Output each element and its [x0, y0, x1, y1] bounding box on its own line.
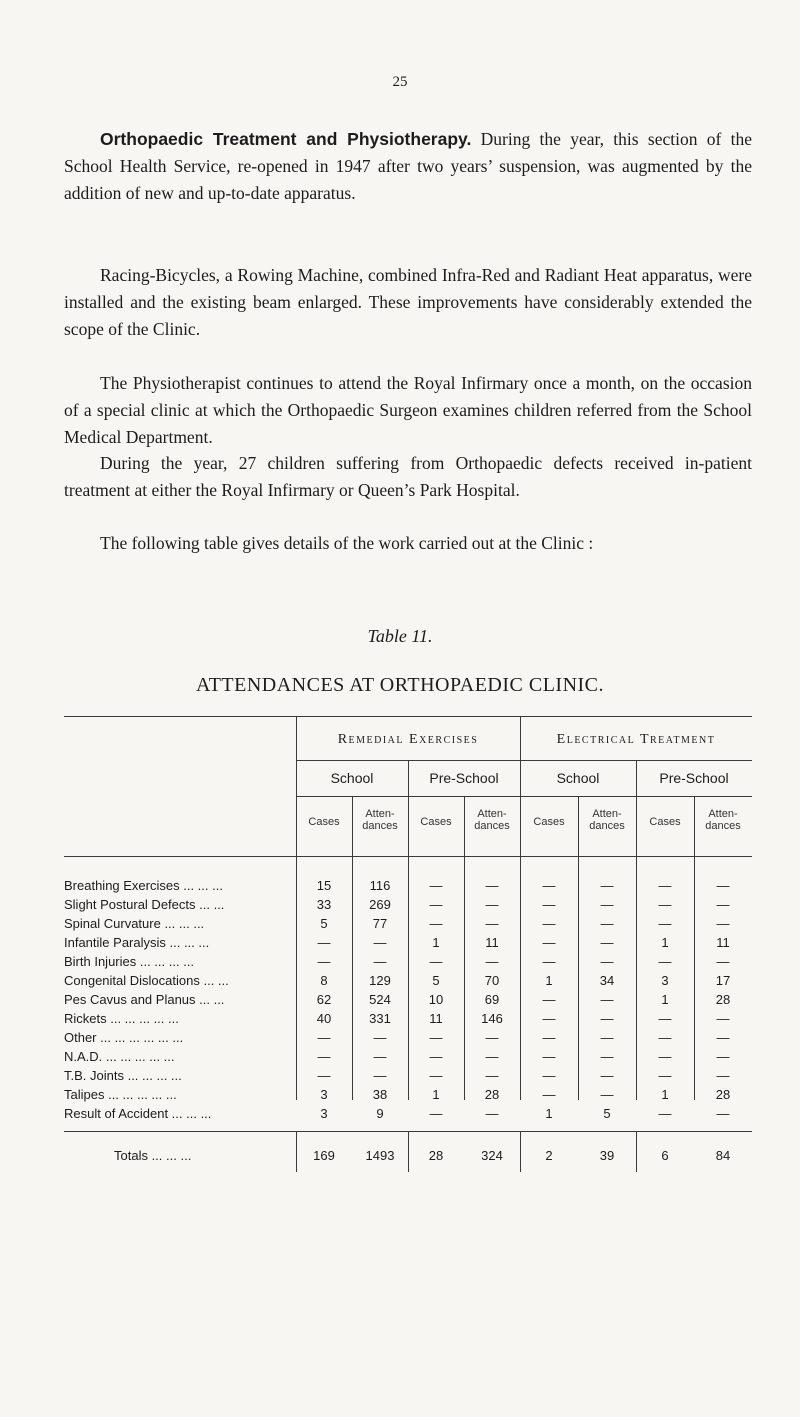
cell-value: —: [600, 1068, 614, 1083]
cell-value: —: [542, 954, 556, 969]
cell-value: 77: [372, 916, 388, 931]
row-label: Other ... ... ... ... ... ...: [64, 1030, 184, 1045]
cell-value: —: [658, 1106, 672, 1121]
subgroup-rule: [296, 796, 752, 797]
cell-value: —: [658, 1049, 672, 1064]
cell-value: —: [716, 1106, 730, 1121]
cell-value: —: [600, 916, 614, 931]
cell-value: —: [373, 954, 387, 969]
cell-value: —: [317, 1068, 331, 1083]
cell-value: 17: [715, 973, 731, 988]
cell-value: —: [600, 954, 614, 969]
cell-value: 11: [429, 1011, 443, 1026]
row-label: N.A.D. ... ... ... ... ...: [64, 1049, 175, 1064]
cell-value: 8: [320, 973, 328, 988]
cell-value: —: [542, 1030, 556, 1045]
cell-value: 3: [320, 1106, 328, 1121]
cell-value: 1: [432, 1087, 440, 1102]
col-cases: Cases: [533, 816, 565, 828]
paragraph-physiotherapist: [64, 370, 752, 451]
cell-value: 129: [369, 973, 391, 988]
cell-value: —: [429, 916, 443, 931]
total-value: 324: [481, 1148, 503, 1163]
cell-value: —: [716, 897, 730, 912]
total-value: 39: [599, 1148, 615, 1163]
cell-value: —: [658, 1030, 672, 1045]
group-remedial-exercises: Remedial Exercises: [337, 732, 479, 747]
table-caption: ATTENDANCES AT ORTHOPAEDIC CLINIC.: [195, 674, 605, 696]
cell-value: 34: [599, 973, 615, 988]
cell-value: 28: [715, 1087, 731, 1102]
total-value: 6: [661, 1148, 669, 1163]
cell-value: 5: [320, 916, 328, 931]
row-label: Rickets ... ... ... ... ...: [64, 1011, 179, 1026]
total-value: 2: [545, 1148, 553, 1163]
cell-value: —: [373, 935, 387, 950]
cell-value: —: [429, 1106, 443, 1121]
table-row: [64, 1030, 752, 1049]
cell-value: —: [485, 897, 499, 912]
cell-value: —: [485, 1030, 499, 1045]
row-label: Result of Accident ... ... ...: [64, 1106, 212, 1121]
cell-value: 40: [316, 1011, 332, 1026]
cell-value: —: [716, 1068, 730, 1083]
cell-value: —: [716, 1049, 730, 1064]
cell-value: —: [317, 1030, 331, 1045]
cell-value: —: [542, 1011, 556, 1026]
cell-value: 9: [376, 1106, 384, 1121]
row-label: Breathing Exercises ... ... ...: [64, 878, 223, 893]
sub-preschool-electrical: Pre-School: [659, 770, 729, 786]
cell-value: —: [542, 1068, 556, 1083]
table-title: Table 11.: [367, 626, 433, 646]
cell-value: —: [485, 954, 499, 969]
cell-value: —: [542, 935, 556, 950]
table-row: [64, 935, 752, 954]
cell-value: —: [542, 916, 556, 931]
table-row: [64, 878, 752, 897]
paragraph-text: The Physiotherapist continues to attend the Royal Infirmary once a month, on the occasion of a special clinic at which the Orthopaedic Surgeon examines children referred from the School Medical Department.: [64, 373, 752, 447]
col-cases: Cases: [649, 816, 681, 828]
cell-value: 38: [372, 1087, 388, 1102]
cell-value: —: [600, 897, 614, 912]
cell-value: —: [600, 1087, 614, 1102]
cell-value: 11: [716, 935, 730, 950]
table-row: [64, 897, 752, 916]
table-divider: [408, 1132, 409, 1172]
cell-value: 5: [603, 1106, 611, 1121]
cell-value: —: [542, 1087, 556, 1102]
row-label: Spinal Curvature ... ... ...: [64, 916, 205, 931]
col-cases: Cases: [420, 816, 452, 828]
paragraph-orthopaedic-treatment: [64, 126, 752, 207]
paragraph-text: Racing-Bicycles, a Rowing Machine, combined Infra-Red and Radiant Heat apparatus, were installed and the existing beam enlarged. These improvements have considerably extended the scope of the Clinic.: [64, 265, 752, 339]
cell-value: —: [600, 1011, 614, 1026]
cell-value: 15: [316, 878, 332, 893]
col-attendances: Atten- dances: [589, 808, 625, 832]
cell-value: —: [373, 1049, 387, 1064]
cell-value: —: [373, 1030, 387, 1045]
total-value: 1493: [365, 1148, 395, 1163]
totals-label: Totals ... ... ...: [114, 1148, 192, 1163]
cell-value: —: [429, 1068, 443, 1083]
table-row: [64, 973, 752, 992]
cell-value: 331: [369, 1011, 391, 1026]
cell-value: —: [658, 1011, 672, 1026]
cell-value: 1: [661, 992, 669, 1007]
cell-value: 5: [432, 973, 440, 988]
cell-value: —: [542, 1049, 556, 1064]
sub-school-remedial: School: [330, 770, 374, 786]
sub-preschool-remedial: Pre-School: [429, 770, 499, 786]
col-attendances: Atten- dances: [362, 808, 398, 832]
group-rule: [296, 760, 752, 761]
cell-value: —: [658, 878, 672, 893]
cell-value: —: [600, 878, 614, 893]
cell-value: —: [373, 1068, 387, 1083]
cell-value: 70: [484, 973, 500, 988]
cell-value: —: [429, 1049, 443, 1064]
cell-value: —: [317, 1049, 331, 1064]
cell-value: 1: [661, 1087, 669, 1102]
cell-value: —: [716, 916, 730, 931]
table-row: [64, 1049, 752, 1068]
cell-value: —: [485, 1049, 499, 1064]
cell-value: —: [600, 1030, 614, 1045]
total-value: 84: [715, 1148, 731, 1163]
cell-value: 1: [545, 973, 553, 988]
cell-value: 11: [485, 935, 499, 950]
cell-value: 69: [484, 992, 500, 1007]
cell-value: —: [317, 935, 331, 950]
row-label: Talipes ... ... ... ... ...: [64, 1087, 177, 1102]
table-top-rule: [64, 716, 752, 717]
table-row: [64, 1087, 752, 1106]
cell-value: —: [600, 935, 614, 950]
cell-value: 269: [369, 897, 391, 912]
sub-school-electrical: School: [556, 770, 600, 786]
cell-value: 1: [661, 935, 669, 950]
cell-value: —: [429, 954, 443, 969]
cell-value: —: [542, 992, 556, 1007]
cell-value: 1: [545, 1106, 553, 1121]
cell-value: 1: [432, 935, 440, 950]
page-number: 25: [392, 74, 408, 90]
cell-value: —: [716, 1011, 730, 1026]
total-value: 28: [428, 1148, 444, 1163]
paragraph-in-patient: [64, 450, 752, 504]
cell-value: 28: [484, 1087, 500, 1102]
paragraph-apparatus: [64, 262, 752, 343]
row-label: Congenital Dislocations ... ...: [64, 973, 229, 988]
cell-value: —: [716, 954, 730, 969]
cell-value: —: [429, 878, 443, 893]
cell-value: —: [658, 954, 672, 969]
row-label: Infantile Paralysis ... ... ...: [64, 935, 210, 950]
cell-value: 524: [369, 992, 391, 1007]
cell-value: —: [658, 897, 672, 912]
row-label: Pes Cavus and Planus ... ...: [64, 992, 225, 1007]
section-heading: Orthopaedic Treatment and Physiotherapy.: [100, 129, 472, 149]
table-row: [64, 954, 752, 973]
cell-value: 146: [481, 1011, 503, 1026]
cell-value: —: [429, 897, 443, 912]
cell-value: —: [542, 897, 556, 912]
col-cases: Cases: [308, 816, 340, 828]
cell-value: —: [716, 878, 730, 893]
table-row: [64, 1106, 752, 1125]
col-attendances: Atten- dances: [705, 808, 741, 832]
cell-value: —: [658, 1068, 672, 1083]
cell-value: —: [485, 1106, 499, 1121]
cell-value: —: [658, 916, 672, 931]
cell-value: 62: [316, 992, 332, 1007]
cell-value: —: [716, 1030, 730, 1045]
cell-value: —: [600, 992, 614, 1007]
cell-value: 116: [369, 878, 391, 893]
cell-value: —: [317, 954, 331, 969]
cell-value: 28: [715, 992, 731, 1007]
table-divider: [296, 1132, 297, 1172]
cell-value: 3: [661, 973, 669, 988]
table-row: [64, 1068, 752, 1087]
col-attendances: Atten- dances: [474, 808, 510, 832]
table-divider: [636, 1132, 637, 1172]
paragraph-text: The following table gives details of the work carried out at the Clinic :: [100, 533, 594, 553]
row-label: T.B. Joints ... ... ... ...: [64, 1068, 182, 1083]
paragraph-text: During the year, 27 children suffering from Orthopaedic defects received in-patient treatment at either the Royal Infirmary or Queen’s Park Hospital.: [64, 453, 752, 500]
cell-value: —: [542, 878, 556, 893]
total-value: 169: [313, 1148, 335, 1163]
paragraph-table-intro: [64, 530, 752, 557]
paragraph-body: During the year, this section of the School Health Service, re-opened in 1947 after two years’ suspension, was augmented by the addition of new and up-to-date apparatus.: [64, 129, 753, 203]
cell-value: 10: [428, 992, 444, 1007]
cell-value: 33: [316, 897, 332, 912]
cell-value: —: [485, 916, 499, 931]
cell-value: —: [485, 878, 499, 893]
table-divider: [520, 1132, 521, 1172]
table-row: [64, 1011, 752, 1030]
group-electrical-treatment: Electrical Treatment: [556, 732, 716, 747]
cell-value: —: [429, 1030, 443, 1045]
cell-value: —: [600, 1049, 614, 1064]
cell-value: —: [485, 1068, 499, 1083]
table-row: [64, 992, 752, 1011]
cell-value: 3: [320, 1087, 328, 1102]
row-label: Slight Postural Defects ... ...: [64, 897, 225, 912]
row-label: Birth Injuries ... ... ... ...: [64, 954, 195, 969]
table-row: [64, 916, 752, 935]
